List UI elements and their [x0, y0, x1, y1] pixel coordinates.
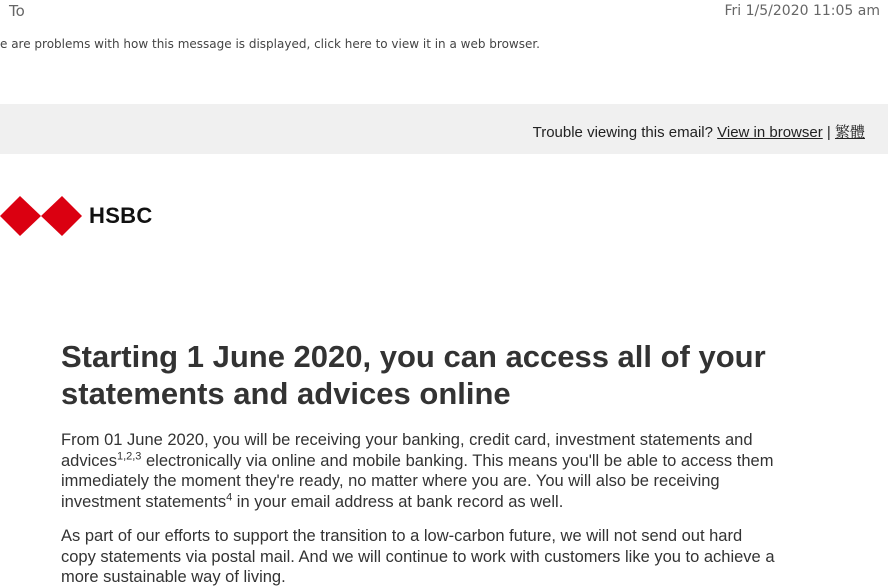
view-in-browser-link[interactable]: View in browser	[717, 124, 823, 141]
hsbc-logo	[0, 195, 153, 237]
link-separator: |	[826, 124, 831, 141]
traditional-chinese-link[interactable]: 繁體	[834, 124, 865, 141]
paragraph-1-text-a: From 01 June 2020, you will be receiving your banking, credit card, investment statements and advices	[61, 431, 753, 470]
trouble-viewing-bar	[0, 104, 888, 154]
hsbc-hexagon-icon	[0, 195, 82, 237]
paragraph-1-text-b: electronically via online and mobile banking. This means you'll be able to access them immediately the moment they're ready, no matter where you are. You will also be receiving investment statements	[61, 451, 774, 511]
hsbc-logo-text: HSBC	[89, 203, 153, 228]
view-in-browser-notice[interactable]: e are problems with how this message is displayed, click here to view it in a web browser.	[0, 37, 540, 51]
footnote-ref-1-2-3: 1,2,3	[116, 450, 142, 462]
email-headline: Starting 1 June 2020, you can access all of your statements and advices online	[61, 339, 766, 411]
body-paragraph-2: As part of our efforts to support the transition to a low-carbon future, we will not send out hard copy statements via postal mail. And we will continue to work with customers like you to achieve a more sustainable way of living.	[61, 527, 775, 586]
body-paragraph-1	[61, 430, 781, 512]
footnote-ref-4: 4	[226, 491, 233, 503]
message-date: Fri 1/5/2020 11:05 am	[724, 3, 880, 19]
trouble-prefix: Trouble viewing this email?	[532, 124, 713, 141]
trouble-viewing-text	[533, 121, 865, 142]
paragraph-1-text-c: in your email address at bank record as well.	[232, 492, 564, 511]
to-label: To	[9, 2, 25, 20]
